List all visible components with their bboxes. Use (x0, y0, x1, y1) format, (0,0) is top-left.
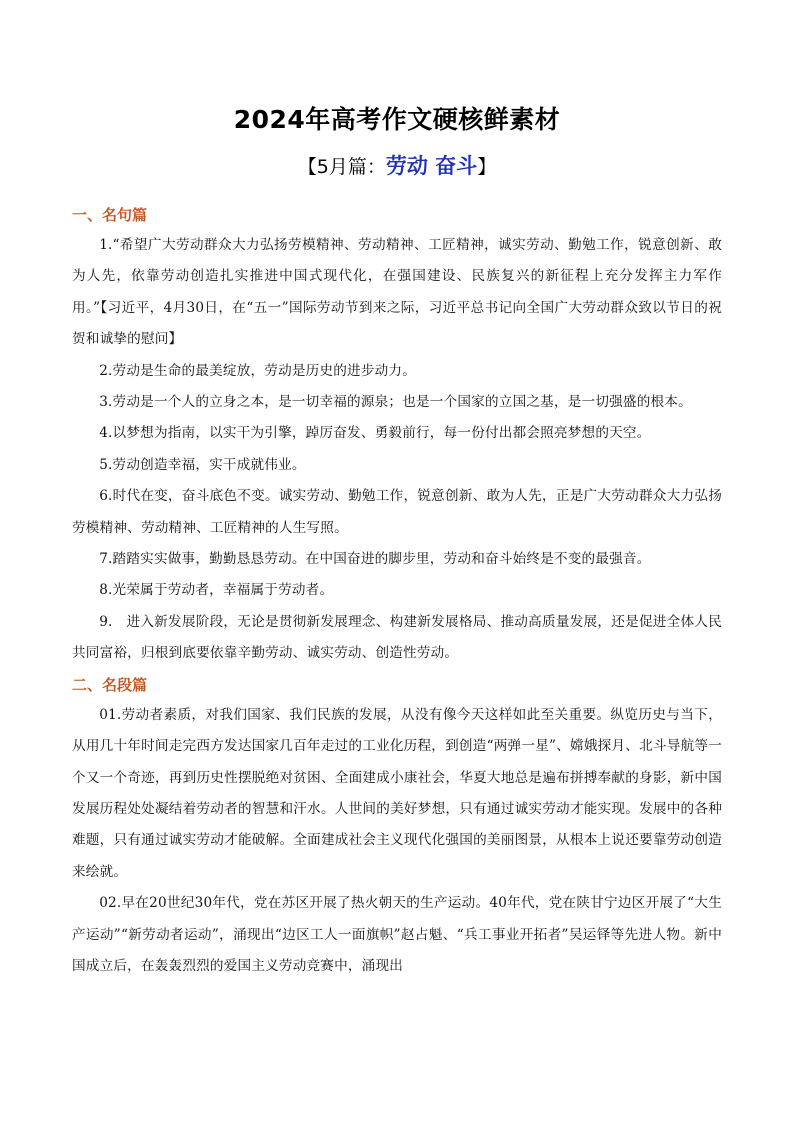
quote-item: 2.劳动是生命的最美绽放，劳动是历史的进步动力。 (99, 362, 417, 379)
quote-item: 7.踏踏实实做事，勤勤恳恳劳动。在中国奋进的脚步里，劳动和奋斗始终是不变的最强音。 (99, 551, 651, 568)
subtitle-suffix: 】 (477, 156, 497, 178)
document-body (72, 200, 722, 982)
quote-item: 5.劳动创造幸福，实干成就伟业。 (99, 456, 306, 473)
subtitle-prefix: 【5月篇： (297, 156, 386, 178)
page-title: 2024年高考作文硬核鲜素材 (233, 105, 561, 134)
quote-item: 9. 进入新发展阶段，无论是贯彻新发展理念、构建新发展格局、推动高质量发展，还是促进全体人民共同富裕，归根到底要依靠辛勤劳动、诚实劳动、创造性劳动。 (72, 613, 722, 662)
quote-item: 1.“希望广大劳动群众大力弘扬劳模精神、劳动精神、工匠精神，诚实劳动、勤勉工作，锐意创新、敢为人先，依靠劳动创造扎实推进中国式现代化，在强国建设、民族复兴的新征程上充分发挥主力军作用。”【习近平，4月30日，在“五一”国际劳动节到来之际，习近平总书记向全国广大劳动群众致以节日的祝贺和诚挚的慰问】 (72, 237, 722, 348)
quote-item: 3.劳动是一个人的立身之本，是一切幸福的源泉；也是一个国家的立国之基，是一切强盛的根本。 (99, 394, 692, 411)
quote-item: 8.光荣属于劳动者，幸福属于劳动者。 (99, 582, 334, 599)
quote-item: 4.以梦想为指南，以实干为引擎，踔厉奋发、勇毅前行，每一份付出都会照亮梦想的天空。 (99, 425, 651, 442)
quote-item: 6.时代在变，奋斗底色不变。诚实劳动、勤勉工作，锐意创新、敢为人先，正是广大劳动群众大力弘扬劳模精神、劳动精神、工匠精神的人生写照。 (72, 488, 722, 536)
subtitle-accent: 劳动 奋斗 (385, 154, 478, 178)
section-heading-passages: 二、名段篇 (72, 675, 148, 694)
section-heading-quotes: 一、名句篇 (72, 206, 148, 224)
passage-item: 02.早在20世纪30年代，党在苏区开展了热火朝天的生产运动。40年代，党在陕甘宁边区开展了“大生产运动”“新劳动者运动”，涌现出“边区工人一面旗帜”赵占魁、“兵工事业开拓者”吴运铎等先进人物。新中国成立后，在轰轰烈烈的爱国主义劳动竞赛中，涌现出 (72, 895, 722, 974)
page-subtitle (0, 152, 794, 181)
passage-item: 01.劳动者素质，对我们国家、我们民族的发展，从没有像今天这样如此至关重要。纵览历史与当下，从用几十年时间走完西方发达国家几百年走过的工业化历程，到创造“两弹一星”、嫦娥探月、北斗导航等一个又一个奇迹，再到历史性摆脱绝对贫困、全面建成小康社会，华夏大地总是遍布拼搏奉献的身影，新中国发展历程处处凝结着劳动者的智慧和汗水。人世间的美好梦想，只有通过诚实劳动才能实现。发展中的各种难题，只有通过诚实劳动才能破解。全面建成社会主义现代化强国的美丽图景，从根本上说还要靠劳动创造来绘就。 (72, 706, 722, 880)
